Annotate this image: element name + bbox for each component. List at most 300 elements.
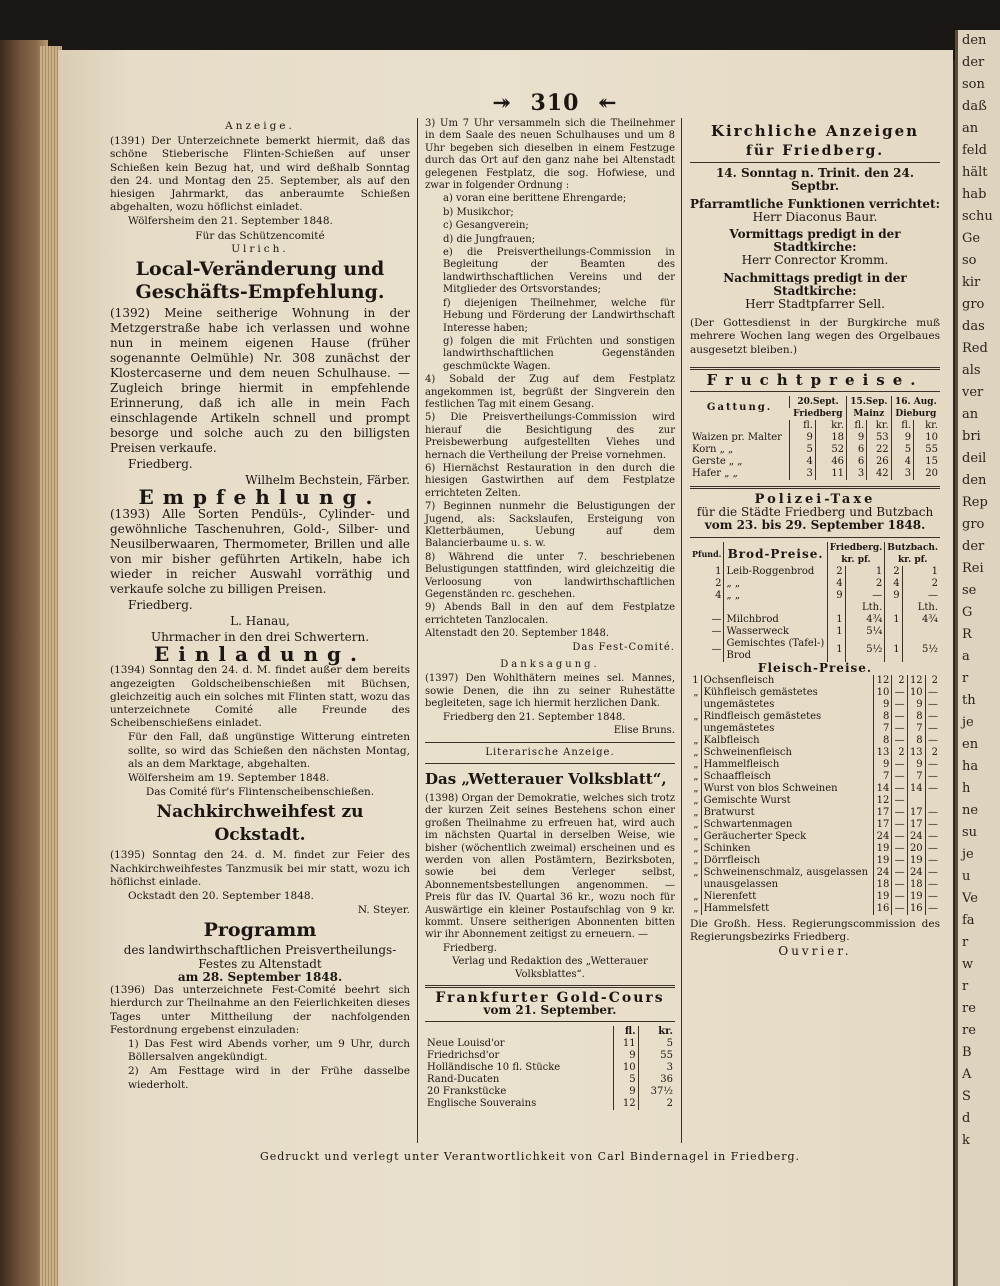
price-item-name: „ „ — [724, 578, 827, 590]
price-friedberg-kr: 16 — [874, 903, 892, 915]
price-friedberg-pf: — — [892, 807, 907, 819]
price-butzbach-pf: — — [925, 867, 940, 879]
program-item-4: 4) Sobald der Zug auf dem Festplatz angekommen ist, begrüßt der Singverein den festlichen Tag mit einem Gesang. — [425, 374, 675, 410]
price-pfund: „ — [693, 710, 699, 722]
literary-heading: Literarische Anzeige. — [485, 746, 615, 758]
commission-signature: Ouvrier. — [778, 944, 852, 959]
ad-1391-sig2: Ulrich. — [231, 242, 289, 255]
fruit-value: 9 — [790, 432, 816, 444]
fruit-value: 3 — [847, 468, 867, 480]
next-page-word-fragment: S — [962, 1089, 971, 1104]
gold-coin-name: Neue Louisd'or — [427, 1037, 505, 1049]
price-friedberg-pf: — — [892, 759, 907, 771]
next-page-word-fragment: je — [962, 847, 974, 862]
ad-1398-signature: Verlag und Redaktion des „Wetterauer Volksblattes“. — [452, 956, 648, 980]
ad-1398-place: Friedberg. — [443, 942, 497, 954]
gold-coin-name: Holländische 10 fl. Stücke — [427, 1061, 561, 1073]
bread-header-row — [690, 542, 940, 566]
next-page-word-fragment: fa — [962, 913, 975, 928]
price-friedberg-pf: 2 — [892, 747, 907, 759]
fruit-value: 20 — [914, 468, 940, 480]
table-row — [690, 699, 940, 711]
next-page-word-fragment: gro — [962, 297, 985, 312]
ad-1393-sig1: L. Hanau, — [230, 614, 290, 629]
table-row — [690, 783, 940, 795]
next-page-word-fragment: r — [962, 671, 969, 686]
gold-kr: 5 — [638, 1038, 675, 1050]
price-friedberg-pf: — — [892, 795, 907, 807]
price-friedberg-kr: 1 — [827, 614, 845, 626]
divider — [690, 162, 940, 163]
program-item-7: 7) Beginnen nunmehr die Belustigungen der Jugend, als: Sackslaufen, Ersteigung von Kletterbäumen, Uebung auf dem Balancierbaume u. s. w. — [425, 501, 675, 550]
gold-kr: 3 — [638, 1062, 675, 1074]
ad-1398-text: (1398) Organ der Demokratie, welches sich trotz der kurzen Zeit seines Bestehens schon einer großen Theilnahme zu erfreuen hat, wird auch im nächsten Quartal in derselben Weise, wie bisher (wöchentlich zweimal) erscheinen und es werden von allen Postämtern, Bezirksboten, sowie bei dem Verleger selbst, Abonnementsbestellungen angenommen. — Preis für das IV. Quartal 36 kr., wozu noch für Auswärtige ein kleiner Postaufschlag von 9 kr. kommt. Unsere seitherigen Abonnenten bitten wir ihr Abonnement zeitigst zu erneuern. — — [425, 792, 675, 941]
fruit-value: 42 — [867, 468, 891, 480]
price-butzbach-pf: — — [925, 807, 940, 819]
church-subtitle: für Friedberg. — [745, 143, 885, 159]
price-pfund: „ — [693, 734, 699, 746]
divider — [690, 367, 940, 370]
next-page-word-fragment: ha — [962, 759, 979, 774]
fruit-value: 46 — [815, 456, 846, 468]
divider — [690, 537, 940, 538]
program-signature: Das Fest-Comité. — [572, 641, 675, 653]
price-butzbach-kr: 7 — [907, 771, 925, 783]
program-item-8: 8) Während die unter 7. beschriebenen Belustigungen stattfinden, wird gleichzeitig die Verloosung von landwirthschaftlichen Gegenständen rc. geschehen. — [425, 551, 675, 601]
table-row — [690, 891, 940, 903]
next-page-word-fragment: hab — [962, 187, 987, 202]
price-pfund — [690, 602, 724, 614]
price-friedberg-pf: Lth. — [845, 602, 885, 614]
fruit-value: 9 — [847, 432, 867, 444]
morning-heading: Vormittags predigt in der Stadtkirche: — [729, 227, 901, 255]
price-item-name: Gemischtes (Tafel-) Brod — [724, 638, 827, 662]
next-page-word-fragment: an — [962, 407, 979, 422]
price-pfund — [690, 723, 701, 735]
gold-course-table — [425, 1026, 675, 1110]
price-friedberg-pf: — — [892, 783, 907, 795]
table-row — [690, 747, 940, 759]
gold-fl: 12 — [614, 1098, 638, 1110]
fruit-prices-table — [690, 396, 940, 480]
price-butzbach-kr: 19 — [907, 891, 925, 903]
price-friedberg-pf: — — [892, 771, 907, 783]
next-page-word-fragment: so — [962, 253, 977, 268]
bread-prices-table — [690, 542, 940, 662]
next-page-word-fragment: ne — [962, 803, 979, 818]
price-friedberg-pf: 2 — [892, 675, 907, 687]
table-row — [690, 626, 940, 638]
price-friedberg-kr: 9 — [874, 699, 892, 711]
table-row — [690, 771, 940, 783]
price-friedberg-kr: 24 — [874, 831, 892, 843]
price-item-name: Schwartenmagen — [701, 819, 874, 831]
next-page-word-fragment: a — [962, 649, 970, 664]
price-butzbach-kr: 1 — [885, 614, 902, 626]
ad-1396-text: (1396) Das unterzeichnete Fest-Comité beehrt sich hierdurch zur Theilnahme an den Feierlichkeiten dieses Tages unter Mittheilung der nachfolgenden Festordnung ergebenst einzuladen: — [110, 984, 410, 1036]
bread-header-pfund: Pfund. — [692, 548, 722, 559]
pfarramt-name: Herr Diaconus Baur. — [752, 209, 878, 224]
fruit-value: 3 — [891, 468, 913, 480]
price-butzbach-kr: 24 — [907, 831, 925, 843]
price-pfund: „ — [693, 890, 699, 902]
price-pfund: — — [711, 643, 722, 655]
ad-1396-item-1: 1) Das Fest wird Abends vorher, um 9 Uhr, durch Böllersalven angekündigt. — [128, 1037, 410, 1064]
table-row — [690, 578, 940, 590]
price-butzbach-kr: 7 — [907, 723, 925, 735]
price-friedberg-kr: 13 — [874, 747, 892, 759]
next-page-word-fragment: th — [962, 693, 976, 708]
column-right — [690, 118, 940, 958]
price-butzbach-kr: 9 — [907, 699, 925, 711]
gold-coin-name: Rand-Ducaten — [427, 1073, 500, 1085]
next-page-word-fragment: an — [962, 121, 979, 136]
fruit-value: 5 — [891, 444, 913, 456]
bread-header-bb-unit: kr. pf. — [897, 554, 928, 565]
price-butzbach-pf: — — [925, 723, 940, 735]
ad-1392-title: Local-Veränderung und Geschäfts-Empfehlung. — [135, 258, 385, 304]
table-row — [690, 614, 940, 626]
price-friedberg-kr: 14 — [874, 783, 892, 795]
price-butzbach-pf: 4¾ — [902, 614, 940, 626]
ad-1396-date: am 28. September 1848. — [177, 969, 343, 984]
ad-1391-place: Wölfersheim den 21. September 1848. — [128, 215, 333, 228]
price-friedberg-pf: 5½ — [845, 638, 885, 662]
ad-1395-signature: N. Steyer. — [357, 904, 410, 917]
price-butzbach-pf: — — [925, 819, 940, 831]
page-footer: Gedruckt und verlegt unter Verantwortlichkeit von Carl Bindernagel in Friedberg. — [259, 1150, 801, 1163]
fruit-header-units — [690, 420, 940, 432]
ad-1391-heading: Anzeige. — [225, 120, 295, 132]
next-page-word-fragment: R — [962, 627, 972, 642]
gold-course-date: vom 21. September. — [483, 1003, 617, 1018]
next-page-word-fragment: als — [962, 363, 981, 378]
price-butzbach-pf: Lth. — [902, 602, 940, 614]
gold-coin-name: Friedrichsd'or — [427, 1049, 500, 1061]
price-friedberg-kr: 8 — [874, 711, 892, 723]
column-rule-2 — [681, 118, 682, 1143]
table-row — [425, 1050, 675, 1062]
program-item-3a: a) voran eine berittene Ehrengarde; — [443, 193, 627, 205]
price-friedberg-pf: — — [892, 843, 907, 855]
sunday-line: 14. Sonntag n. Trinit. den 24. Septbr. — [715, 166, 915, 194]
next-page-word-fragment: w — [962, 957, 974, 972]
price-butzbach-pf: 1 — [902, 566, 940, 578]
price-friedberg-kr: 24 — [874, 867, 892, 879]
price-item-name: ungemästetes — [701, 699, 874, 711]
next-page-word-fragment: en — [962, 737, 979, 752]
price-butzbach-pf — [925, 795, 940, 807]
fruit-value: 4 — [891, 456, 913, 468]
gold-coin-name: Englische Souverains — [427, 1097, 537, 1109]
price-pfund: „ — [693, 686, 699, 698]
ad-1394-signature: Das Comité für's Flintenscheibenschießen. — [145, 786, 375, 799]
gold-fl: 5 — [614, 1074, 638, 1086]
price-butzbach-kr: 12 — [907, 675, 925, 687]
fruit-header-place: Dieburg — [891, 408, 940, 420]
program-item-3e: e) die Preisvertheilungs-Commission in Begleitung der Beamten des landwirthschaftlichen Vereins und der Mitglieder des Ortsvorstandes; — [443, 247, 675, 296]
price-item-name: Bratwurst — [701, 807, 874, 819]
next-page-word-fragment: den — [962, 33, 987, 48]
fruit-value: 53 — [867, 432, 891, 444]
afternoon-heading: Nachmittags predigt in der Stadtkirche: — [723, 270, 907, 298]
price-friedberg-kr: 9 — [874, 759, 892, 771]
price-item-name: Leib-Roggenbrod — [724, 566, 827, 578]
price-item-name: „ „ — [724, 590, 827, 602]
price-butzbach-kr: 16 — [907, 903, 925, 915]
meat-prices-table — [690, 675, 940, 915]
fruit-name: Korn „ „ — [692, 444, 734, 456]
price-pfund: „ — [693, 758, 699, 770]
price-butzbach-kr — [907, 795, 925, 807]
next-page-word-fragment: Ge — [962, 231, 981, 246]
price-butzbach-pf: — — [925, 759, 940, 771]
price-pfund: — — [711, 625, 722, 637]
table-row — [690, 867, 940, 879]
program-item-3c: c) Gesangverein; — [443, 220, 529, 232]
ad-1395-title: Nachkirchweihfest zu Ockstadt. — [156, 802, 364, 846]
price-friedberg-kr: 12 — [874, 675, 892, 687]
price-item-name: Geräucherter Speck — [701, 831, 874, 843]
price-friedberg-kr: 9 — [827, 590, 845, 602]
next-page-word-fragment: A — [962, 1067, 972, 1082]
price-butzbach-pf: 2 — [925, 675, 940, 687]
bread-header-fb-unit: kr. pf. — [841, 554, 871, 565]
price-butzbach-pf: — — [925, 711, 940, 723]
price-friedberg-pf: — — [892, 855, 907, 867]
police-tax-title: Polizei-Taxe — [754, 492, 876, 508]
price-butzbach-pf: 2 — [925, 747, 940, 759]
price-butzbach-pf: — — [925, 735, 940, 747]
next-page-word-fragment: je — [962, 715, 974, 730]
fruit-name: Waizen pr. Malter — [692, 432, 782, 444]
ornament-left: ↠ — [492, 90, 512, 116]
price-butzbach-pf: — — [925, 699, 940, 711]
column-middle — [425, 118, 675, 1110]
price-butzbach-kr: 20 — [907, 843, 925, 855]
price-butzbach-kr: 9 — [907, 759, 925, 771]
price-friedberg-kr: 19 — [874, 891, 892, 903]
price-friedberg-kr: 7 — [874, 771, 892, 783]
price-friedberg-pf: 5¼ — [845, 626, 885, 638]
price-butzbach-kr: 9 — [885, 590, 902, 602]
page-number: 310 — [530, 90, 580, 116]
price-item-name: Kühfleisch gemästetes — [701, 687, 874, 699]
price-pfund: „ — [693, 842, 699, 854]
ad-1397-place: Friedberg den 21. September 1848. — [443, 711, 626, 723]
fruit-value: 6 — [847, 444, 867, 456]
commission-text: Die Großh. Hess. Regierungscommission des Regierungsbezirks Friedberg. — [690, 917, 940, 944]
column-rule-1 — [417, 118, 418, 1143]
price-item-name: unausgelassen — [701, 879, 874, 891]
price-friedberg-pf: 4¾ — [845, 614, 885, 626]
price-butzbach-kr: 4 — [885, 578, 902, 590]
divider — [690, 391, 940, 392]
ad-1393-sig2: Uhrmacher in den drei Schwertern. — [150, 630, 370, 645]
afternoon-name: Herr Stadtpfarrer Sell. — [745, 297, 885, 312]
police-tax-sub2: vom 23. bis 29. September 1848. — [704, 518, 926, 533]
price-friedberg-kr: 19 — [874, 855, 892, 867]
price-butzbach-kr: 14 — [907, 783, 925, 795]
fruit-value: 10 — [914, 432, 940, 444]
price-friedberg-pf: — — [892, 699, 907, 711]
ad-1396-title: Programm — [203, 919, 317, 942]
fruit-value: 4 — [790, 456, 816, 468]
ad-1397-signature: Elise Bruns. — [613, 725, 675, 737]
table-row — [690, 879, 940, 891]
price-pfund: „ — [693, 770, 699, 782]
price-butzbach-kr — [885, 602, 902, 614]
price-item-name: Rindfleisch gemästetes — [701, 711, 874, 723]
price-butzbach-kr: 18 — [907, 879, 925, 891]
next-page-word-fragment: gro — [962, 517, 985, 532]
fruit-unit: fl. — [790, 420, 816, 432]
page-number-header — [490, 90, 620, 116]
table-row — [690, 432, 940, 444]
price-friedberg-kr: 17 — [874, 819, 892, 831]
next-page-word-fragment: Rei — [962, 561, 984, 576]
price-pfund — [690, 879, 701, 891]
table-row — [690, 723, 940, 735]
table-row — [690, 444, 940, 456]
table-row — [690, 468, 940, 480]
price-butzbach-kr: 19 — [907, 855, 925, 867]
next-page-word-fragment: Red — [962, 341, 988, 356]
price-pfund: „ — [693, 782, 699, 794]
table-row — [690, 759, 940, 771]
gold-fl: 9 — [614, 1050, 638, 1062]
morning-name: Herr Conrector Kromm. — [741, 253, 889, 268]
program-item-3f: f) diejenigen Theilnehmer, welche für Hebung und Förderung der Landwirthschaft Interesse haben; — [443, 297, 675, 334]
ad-1396-item-2: 2) Am Festtage wird in der Frühe dasselbe wiederholt. — [128, 1065, 410, 1091]
price-item-name: Wasserweck — [724, 626, 827, 638]
price-pfund: — — [711, 613, 722, 625]
price-butzbach-pf: — — [925, 879, 940, 891]
next-page-word-fragment: u — [962, 869, 971, 884]
price-friedberg-pf: — — [892, 687, 907, 699]
table-row — [690, 819, 940, 831]
table-row — [690, 855, 940, 867]
price-butzbach-kr: 24 — [907, 867, 925, 879]
fruit-value: 18 — [815, 432, 846, 444]
gold-fl: 11 — [614, 1038, 638, 1050]
next-page-fragment — [955, 30, 1000, 1286]
program-item-5: 5) Die Preisvertheilungs-Commission wird hierauf die Besichtigung des zur Preisbewerbung aufgestellten Viehes und hernach die Vertheilung der Preise vornehmen. — [425, 412, 675, 461]
next-page-word-fragment: son — [962, 77, 985, 92]
ad-1397-heading: Danksagung. — [500, 659, 600, 671]
ad-1392-text: (1392) Meine seitherige Wohnung in der Metzgerstraße habe ich verlassen und wohne nun in meinem eigenen Hause (früher sogenannte Oelmühle) Nr. 308 zunächst der Klostercaserne und dem neuen Schulhause. — Zugleich bringe hiermit in empfehlende Erinnerung, daß ich alle in mein Fach einschlagende Artikeln schnell und prompt besorge und solche auch zu den billigsten Preisen verkaufe. — [110, 306, 410, 456]
price-item-name: ungemästetes — [701, 723, 874, 735]
price-friedberg-kr — [827, 602, 845, 614]
price-friedberg-pf: — — [892, 711, 907, 723]
price-pfund: „ — [693, 902, 699, 914]
price-butzbach-kr: 10 — [907, 687, 925, 699]
table-row — [690, 795, 940, 807]
pfarramt-heading: Pfarramtliche Funktionen verrichtet: — [690, 196, 941, 211]
price-butzbach-pf: — — [925, 903, 940, 915]
price-butzbach-pf: 2 — [902, 578, 940, 590]
table-row — [690, 602, 940, 614]
next-page-word-fragment: r — [962, 935, 969, 950]
ad-1393-place: Friedberg. — [128, 598, 193, 613]
gold-kr: 36 — [638, 1074, 675, 1086]
program-item-6: 6) Hiernächst Restauration in den durch die hiesigen Gastwirthen auf dem Festplatze errichteten Zelten. — [425, 462, 675, 499]
ad-1395-text: (1395) Sonntag den 24. d. M. findet zur Feier des Nachkirchweihfestes Tanzmusik bei mir statt, wozu ich höflichst einlade. — [110, 849, 410, 888]
price-pfund: „ — [693, 818, 699, 830]
price-friedberg-pf: — — [892, 735, 907, 747]
price-item-name: Kalbfleisch — [701, 735, 874, 747]
fruit-header-place: Friedberg — [793, 409, 843, 420]
gold-fl: 10 — [614, 1062, 638, 1074]
price-butzbach-pf: — — [925, 843, 940, 855]
price-butzbach-pf: — — [925, 891, 940, 903]
ad-1395-place: Ockstadt den 20. September 1848. — [128, 890, 314, 903]
divider — [425, 1021, 675, 1022]
fruit-value: 55 — [914, 444, 940, 456]
fruit-unit: fl. — [891, 420, 913, 432]
table-row — [690, 831, 940, 843]
price-item-name: Gemischte Wurst — [701, 795, 874, 807]
price-pfund: „ — [693, 806, 699, 818]
next-page-word-fragment: daß — [962, 99, 987, 114]
table-row — [690, 711, 940, 723]
price-butzbach-kr: 13 — [907, 747, 925, 759]
ornament-right: ↞ — [598, 90, 618, 116]
gold-coin-name: 20 Frankstücke — [427, 1085, 507, 1097]
fruit-unit: kr. — [914, 420, 940, 432]
table-header-fl: fl. — [614, 1026, 638, 1038]
price-item-name: Schweinenfleisch — [701, 747, 874, 759]
fruit-value: 3 — [790, 468, 816, 480]
price-friedberg-pf: 1 — [845, 566, 885, 578]
column-left — [110, 118, 410, 1093]
program-item-3g: g) folgen die mit Früchten und sonstigen landwirthschaftlichen Gegenständen geschmückte Wagen. — [443, 335, 675, 372]
fruit-header-place: Mainz — [847, 408, 892, 420]
price-pfund: „ — [693, 866, 699, 878]
price-friedberg-kr: 12 — [874, 795, 892, 807]
next-page-word-fragment: bri — [962, 429, 981, 444]
ad-1392-place: Friedberg. — [128, 457, 193, 472]
price-item-name: Schweinenschmalz, ausgelassen — [701, 867, 874, 879]
price-friedberg-pf: 2 — [845, 578, 885, 590]
price-item-name — [724, 602, 827, 614]
ad-1396-subtitle: des landwirthschaftlichen Preisvertheilungs-Festes zu Altenstadt — [123, 943, 397, 971]
church-note: (Der Gottesdienst in der Burgkirche muß mehrere Wochen lang wegen des Orgelbaues ausgesetzt bleiben.) — [690, 317, 940, 356]
price-friedberg-kr: 7 — [874, 723, 892, 735]
fruit-value: 52 — [815, 444, 846, 456]
bread-header-butzbach-label: Butzbach. — [887, 542, 938, 553]
table-header-row — [425, 1026, 675, 1038]
divider — [425, 742, 675, 743]
next-page-word-fragment: d — [962, 1111, 971, 1126]
fruit-header-dates — [690, 396, 940, 408]
price-friedberg-pf: — — [892, 867, 907, 879]
next-page-word-fragment: se — [962, 583, 977, 598]
divider — [425, 763, 675, 764]
next-page-word-fragment: B — [962, 1045, 972, 1060]
table-row — [690, 903, 940, 915]
price-pfund: „ — [693, 854, 699, 866]
price-butzbach-kr: 2 — [885, 566, 902, 578]
price-butzbach-pf: — — [902, 590, 940, 602]
next-page-word-fragment: das — [962, 319, 985, 334]
fruit-name: Gerste „ „ — [692, 456, 743, 468]
price-item-name: Schaaffleisch — [701, 771, 874, 783]
ad-1394-title: Einladung. — [154, 642, 366, 667]
ad-1393-title: Empfehlung. — [138, 485, 382, 510]
price-friedberg-kr: 10 — [874, 687, 892, 699]
bread-header-butzbach — [885, 542, 940, 566]
